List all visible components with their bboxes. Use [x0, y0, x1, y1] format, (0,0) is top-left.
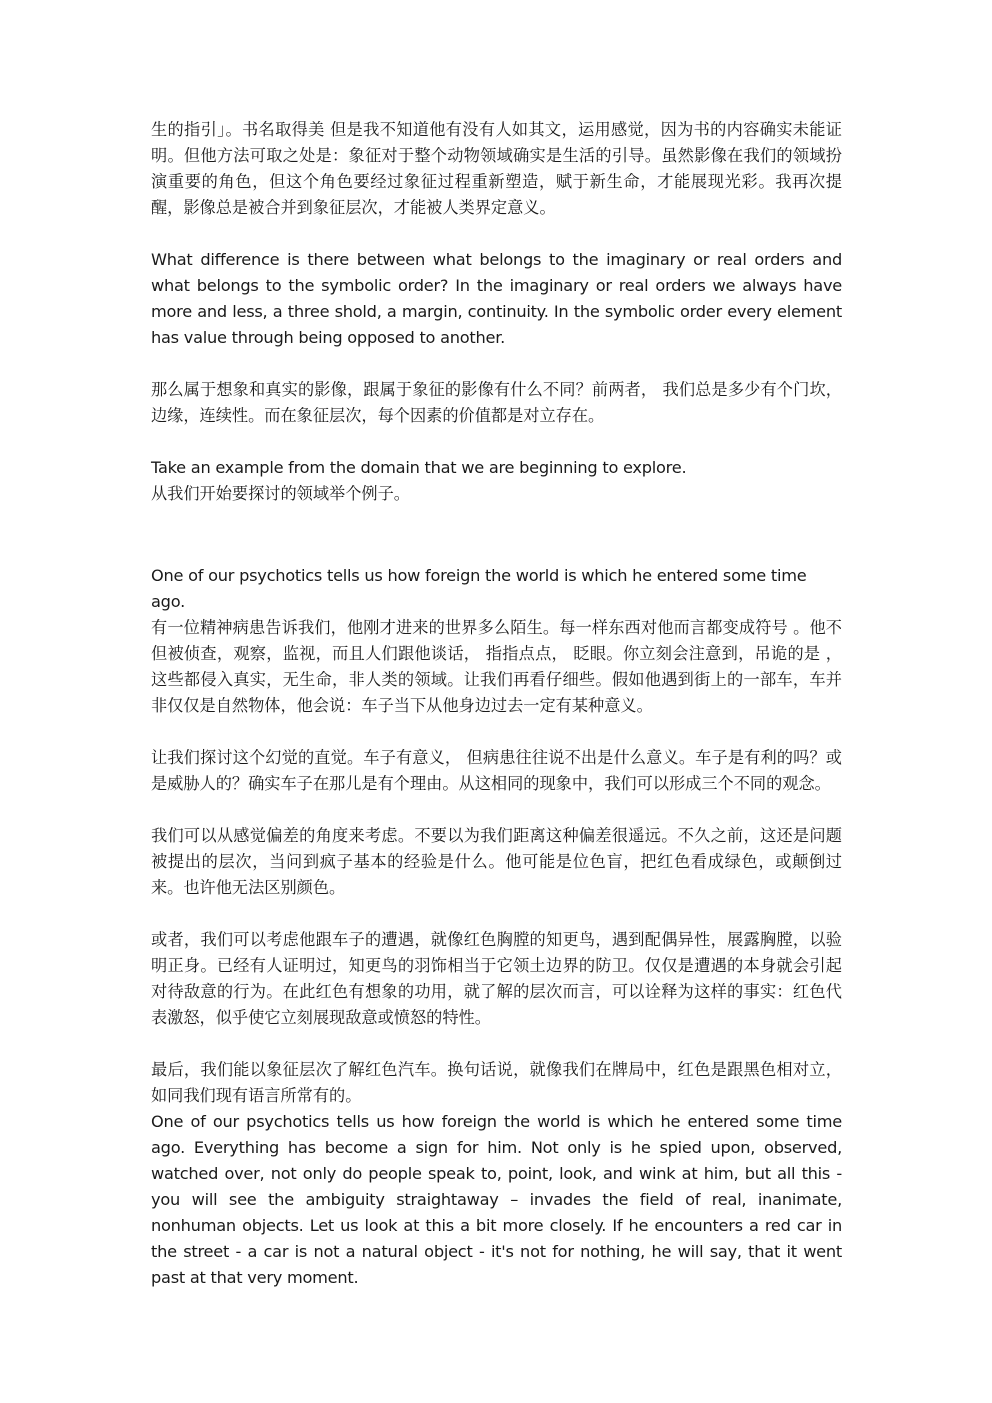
paragraph-en-psychotic-intro: One of our psychotics tells us how foreign the world is which he entered some time ago.: [151, 566, 807, 611]
paragraph-en-psychotic-full: One of our psychotics tells us how foreign the world is which he entered some time ago. Everything has become a sign for him. Not only is he spied upon, observed, watched over, not only do people speak to, point, look, and wink at him, but all this - you will see the ambiguity straightaway – invades the field of real, inanimate, nonhuman objects. Let us look at this a bit more closely. If he encounters a red car in the street - a car is not a natural object - it's not for nothing, he will say, that it went past at that very moment.: [151, 1112, 842, 1287]
paragraph-zh-symbolic-order: 那么属于想象和真实的影像，跟属于象征的影像有什么不同？前两者， 我们总是多少有个门坎，边缘，连续性。而在象征层次，每个因素的价值都是对立存在。: [151, 380, 842, 425]
paragraph-zh-perception: 我们可以从感觉偏差的角度来考虑。不要以为我们距离这种偏差很遥远。不久之前，这还是问题被提出的层次，当问到疯子基本的经验是什么。他可能是位色盲，把红色看成绿色，或颠倒过来。也许他无法区别颜色。: [151, 826, 842, 897]
paragraph-en-example: Take an example from the domain that we are beginning to explore.: [151, 458, 687, 477]
paragraph-en-symbolic-order: What difference is there between what belongs to the imaginary or real orders and what belongs to the symbolic order? In the imaginary or real orders we always have more and less, a three shold, a margin, continuity. In the symbolic order every element has value through being opposed to another.: [151, 250, 842, 347]
text-column: [151, 117, 842, 1291]
paragraph-zh-example: 从我们开始要探讨的领域举个例子。: [151, 484, 410, 503]
paragraph-zh-psychotic: 有一位精神病患告诉我们，他刚才进来的世界多么陌生。每一样东西对他而言都变成符号 。他不但被侦查，观察，监视，而且人们跟他谈话， 指指点点， 眨眼。你立刻会注意到，吊诡的是 ，这些都侵入真实，无生命，非人类的领域。让我们再看仔细些。假如他遇到街上的一部车，车并非仅仅是自然物体，他会说：车子当下从他身边过去一定有某种意义。: [151, 618, 842, 715]
paragraph-zh-symbolic-guide: 生的指引」。书名取得美 但是我不知道他有没有人如其文，运用感觉，因为书的内容确实未能证明。但他方法可取之处是：象征对于整个动物领域确实是生活的引导。虽然影像在我们的领域扮演重要的角色，但这个角色要经过象征过程重新塑造，赋于新生命，才能展现光彩。我再次提醒，影像总是被合并到象征层次，才能被人类界定意义。: [151, 120, 842, 217]
paragraph-zh-robin: 或者，我们可以考虑他跟车子的遭遇，就像红色胸膛的知更鸟，遇到配偶异性，展露胸膛，以验明正身。已经有人证明过，知更鸟的羽饰相当于它领土边界的防卫。仅仅是遭遇的本身就会引起对待敌意的行为。在此红色有想象的功用，就了解的层次而言，可以诠释为这样的事实：红色代表激怒，似乎使它立刻展现敌意或愤怒的特性。: [151, 930, 842, 1027]
paragraph-zh-intuition: 让我们探讨这个幻觉的直觉。车子有意义， 但病患往往说不出是什么意义。车子是有利的吗？或是威胁人的？确实车子在那儿是有个理由。从这相同的现象中，我们可以形成三个不同的观念。: [151, 748, 842, 793]
paragraph-zh-red-car: 最后，我们能以象征层次了解红色汽车。换句话说，就像我们在牌局中，红色是跟黑色相对立，如同我们现有语言所常有的。: [151, 1060, 842, 1105]
